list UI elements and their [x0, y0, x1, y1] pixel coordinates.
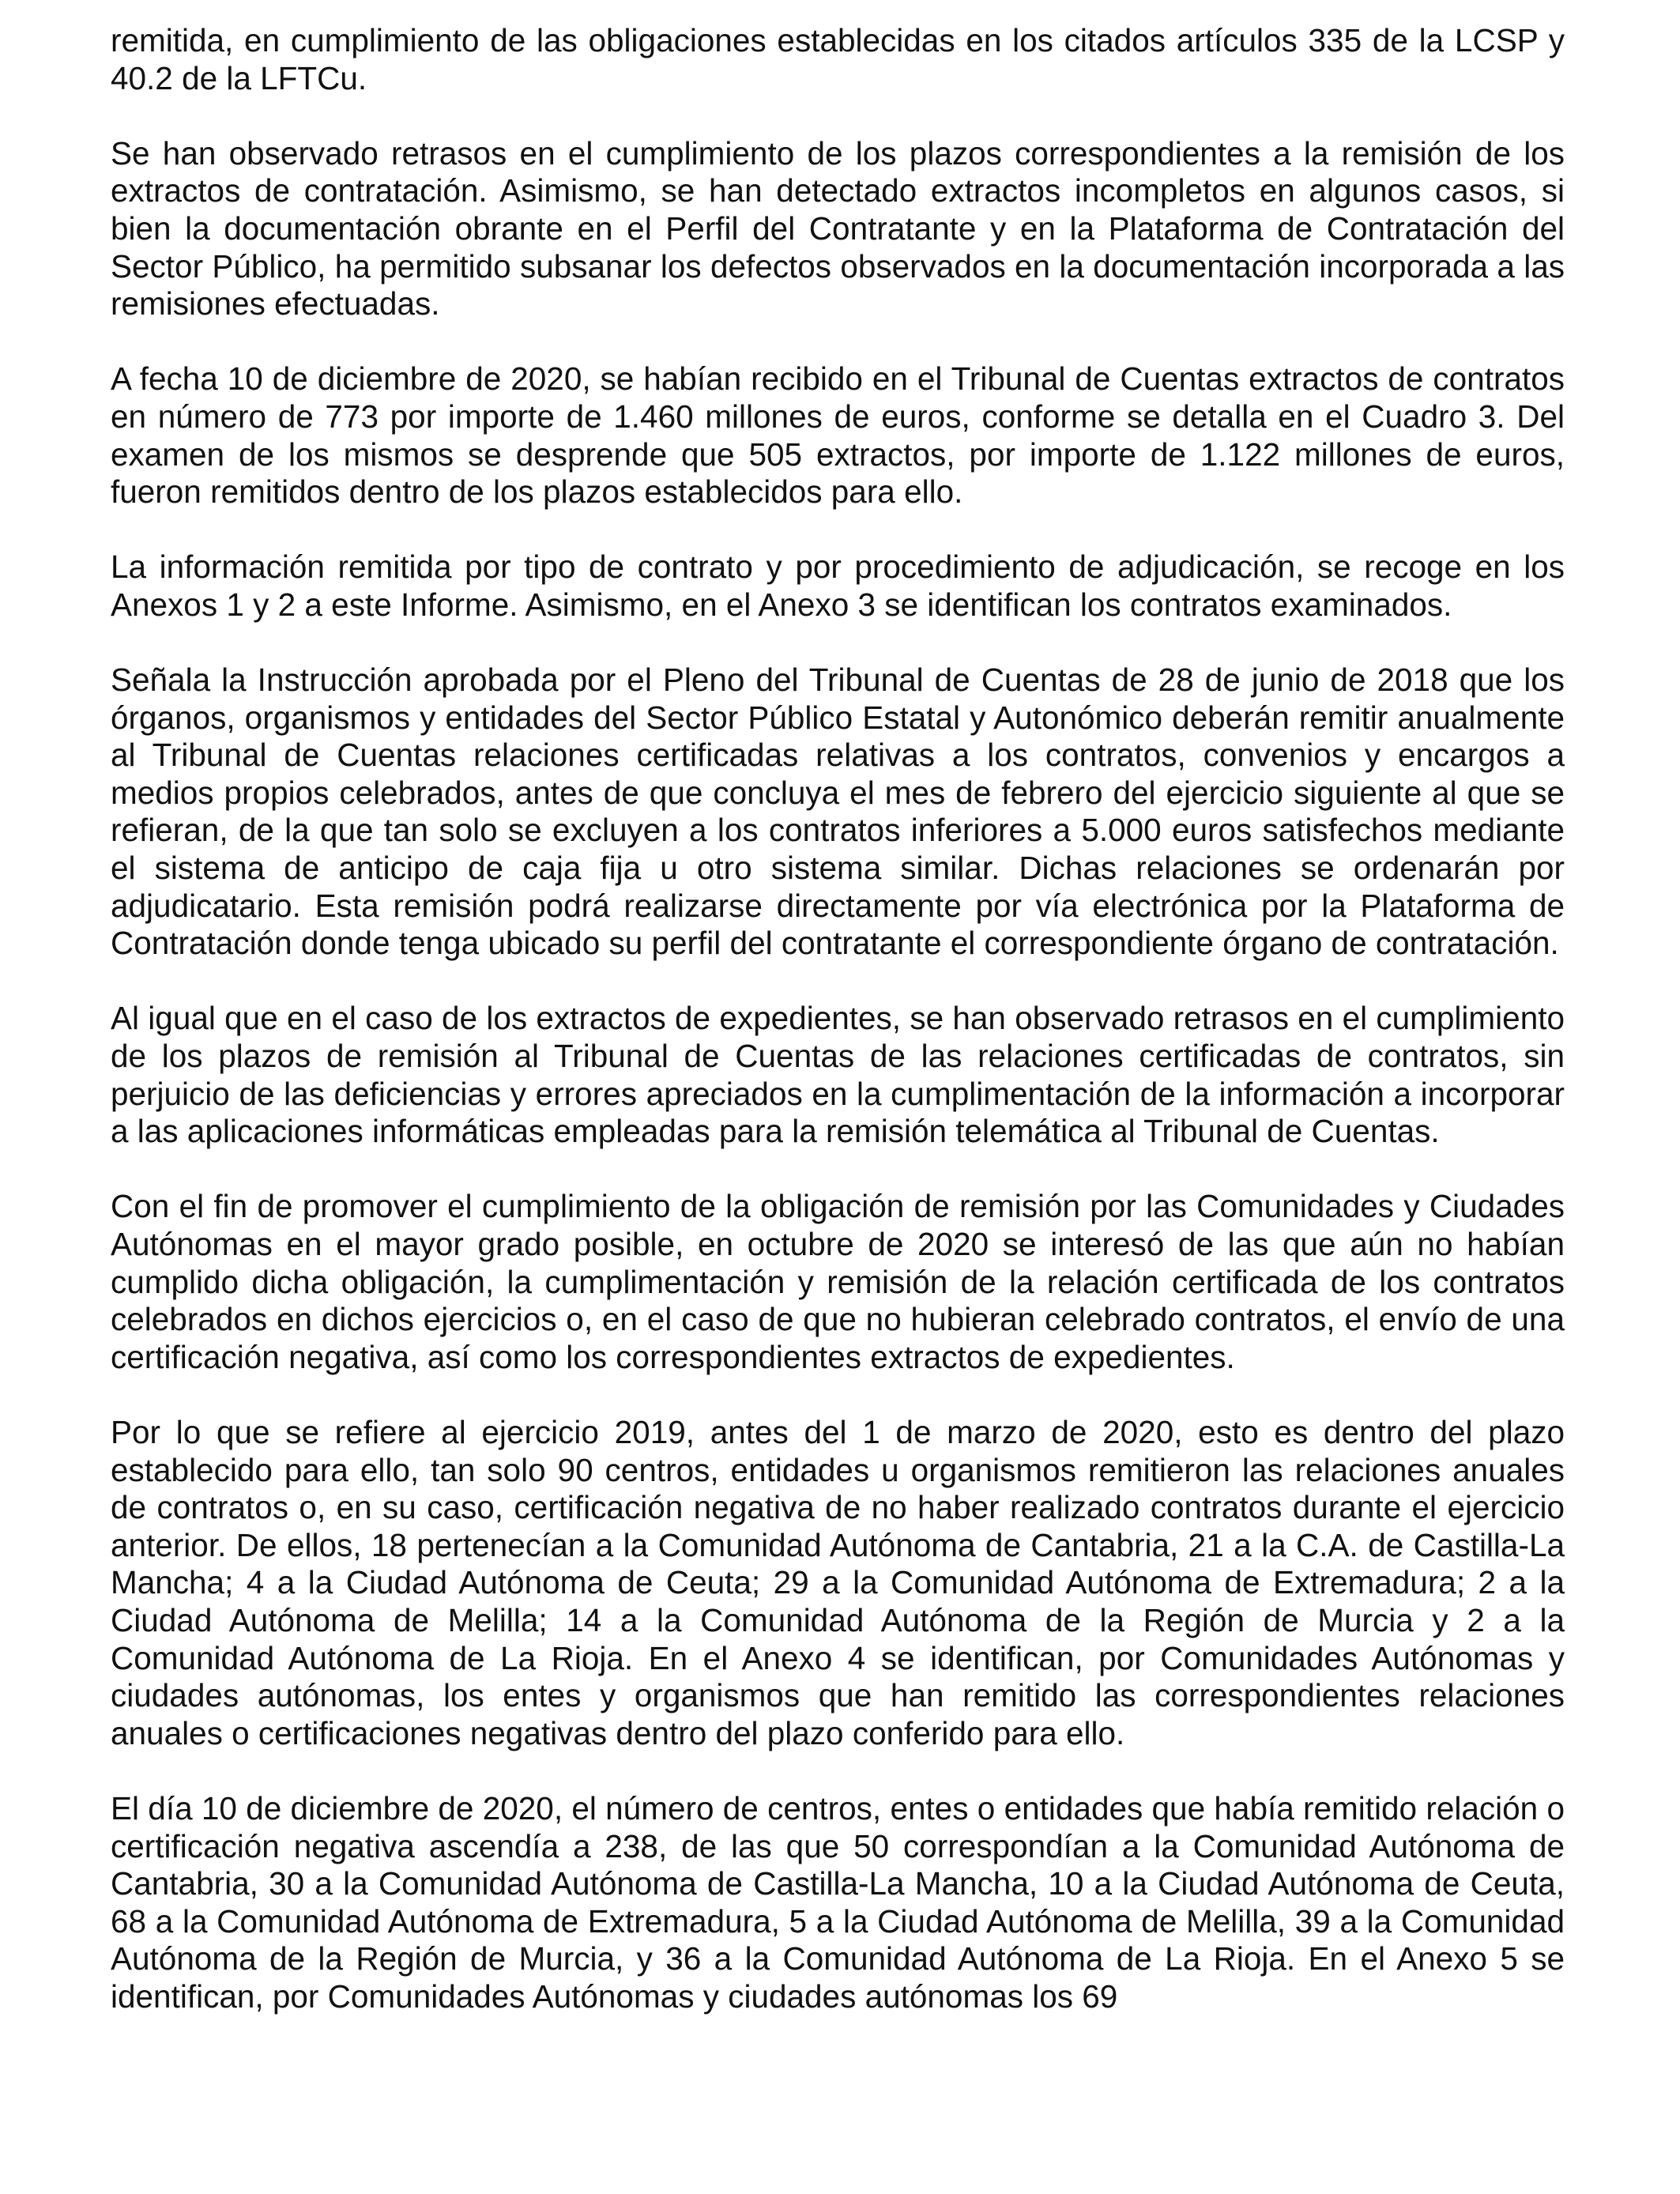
- paragraph-ejercicio-2019: Por lo que se refiere al ejercicio 2019, antes del 1 de marzo de 2020, esto es dentro del plazo establecido para ello, tan solo 90 centros, entidades u organismos remitieron las relaciones anuales de contratos o, en su caso, certificación negativa de no haber realizado contratos durante el ejercicio anterior. De ellos, 18 pertenecían a la Comunidad Autónoma de Cantabria, 21 a la C.A. de Castilla-La Mancha; 4 a la Ciudad Autónoma de Ceuta; 29 a la Comunidad Autónoma de Extremadura; 2 a la Ciudad Autónoma de Melilla; 14 a la Comunidad Autónoma de la Región de Murcia y 2 a la Comunidad Autónoma de La Rioja. En el Anexo 4 se identifican, por Comunidades Autónomas y ciudades autónomas, los entes y organismos que han remitido las correspondientes relaciones anuales o certificaciones negativas dentro del plazo conferido para ello.: [111, 1413, 1565, 1751]
- paragraph-remision-continuacion: remitida, en cumplimiento de las obligaciones establecidas en los citados artículos 335 de la LCSP y 40.2 de la LFTCu.: [111, 22, 1565, 96]
- paragraph-informacion-anexos: La información remitida por tipo de contrato y por procedimiento de adjudicación, se recoge en los Anexos 1 y 2 a este Informe. Asimismo, en el Anexo 3 se identifican los contratos examinados.: [111, 548, 1565, 623]
- paragraph-relaciones-certificadas: Al igual que en el caso de los extractos de expedientes, se han observado retrasos en el cumplimiento de los plazos de remisión al Tribunal de Cuentas de las relaciones certificadas de contratos, sin perjuicio de las deficiencias y errores apreciados en la cumplimentación de la información a incorporar a las aplicaciones informáticas empleadas para la remisión telemática al Tribunal de Cuentas.: [111, 1000, 1565, 1150]
- document-page: [111, 22, 1565, 2015]
- paragraph-promover-cumplimiento: Con el fin de promover el cumplimiento de la obligación de remisión por las Comunidades y Ciudades Autónomas en el mayor grado posible, en octubre de 2020 se interesó de las que aún no habían cumplido dicha obligación, la cumplimentación y remisión de la relación certificada de los contratos celebrados en dichos ejercicios o, en el caso de que no hubieran celebrado contratos, el envío de una certificación negativa, así como los correspondientes extractos de expedientes.: [111, 1188, 1565, 1375]
- paragraph-retrasos-extractos: Se han observado retrasos en el cumplimiento de los plazos correspondientes a la remisión de los extractos de contratación. Asimismo, se han detectado extractos incompletos en algunos casos, si bien la documentación obrante en el Perfil del Contratante y en la Plataforma de Contratación del Sector Público, ha permitido subsanar los defectos observados en la documentación incorporada a las remisiones efectuadas.: [111, 134, 1565, 322]
- paragraph-instruccion-pleno: Señala la Instrucción aprobada por el Pleno del Tribunal de Cuentas de 28 de junio de 2018 que los órganos, organismos y entidades del Sector Público Estatal y Autonómico deberán remitir anualmente al Tribunal de Cuentas relaciones certificadas relativas a los contratos, convenios y encargos a medios propios celebrados, antes de que concluya el mes de febrero del ejercicio siguiente al que se refieran, de la que tan solo se excluyen a los contratos inferiores a 5.000 euros satisfechos mediante el sistema de anticipo de caja fija u otro sistema similar. Dichas relaciones se ordenarán por adjudicatario. Esta remisión podrá realizarse directamente por vía electrónica por la Plataforma de Contratación donde tenga ubicado su perfil del contratante el correspondiente órgano de contratación.: [111, 662, 1565, 962]
- paragraph-diciembre-2020: El día 10 de diciembre de 2020, el número de centros, entes o entidades que había remitido relación o certificación negativa ascendía a 238, de las que 50 correspondían a la Comunidad Autónoma de Cantabria, 30 a la Comunidad Autónoma de Castilla-La Mancha, 10 a la Ciudad Autónoma de Ceuta, 68 a la Comunidad Autónoma de Extremadura, 5 a la Ciudad Autónoma de Melilla, 39 a la Comunidad Autónoma de la Región de Murcia, y 36 a la Comunidad Autónoma de La Rioja. En el Anexo 5 se identifican, por Comunidades Autónomas y ciudades autónomas los 69: [111, 1789, 1565, 2015]
- paragraph-extractos-recibidos: A fecha 10 de diciembre de 2020, se habían recibido en el Tribunal de Cuentas extractos de contratos en número de 773 por importe de 1.460 millones de euros, conforme se detalla en el Cuadro 3. Del examen de los mismos se desprende que 505 extractos, por importe de 1.122 millones de euros, fueron remitidos dentro de los plazos establecidos para ello.: [111, 360, 1565, 511]
